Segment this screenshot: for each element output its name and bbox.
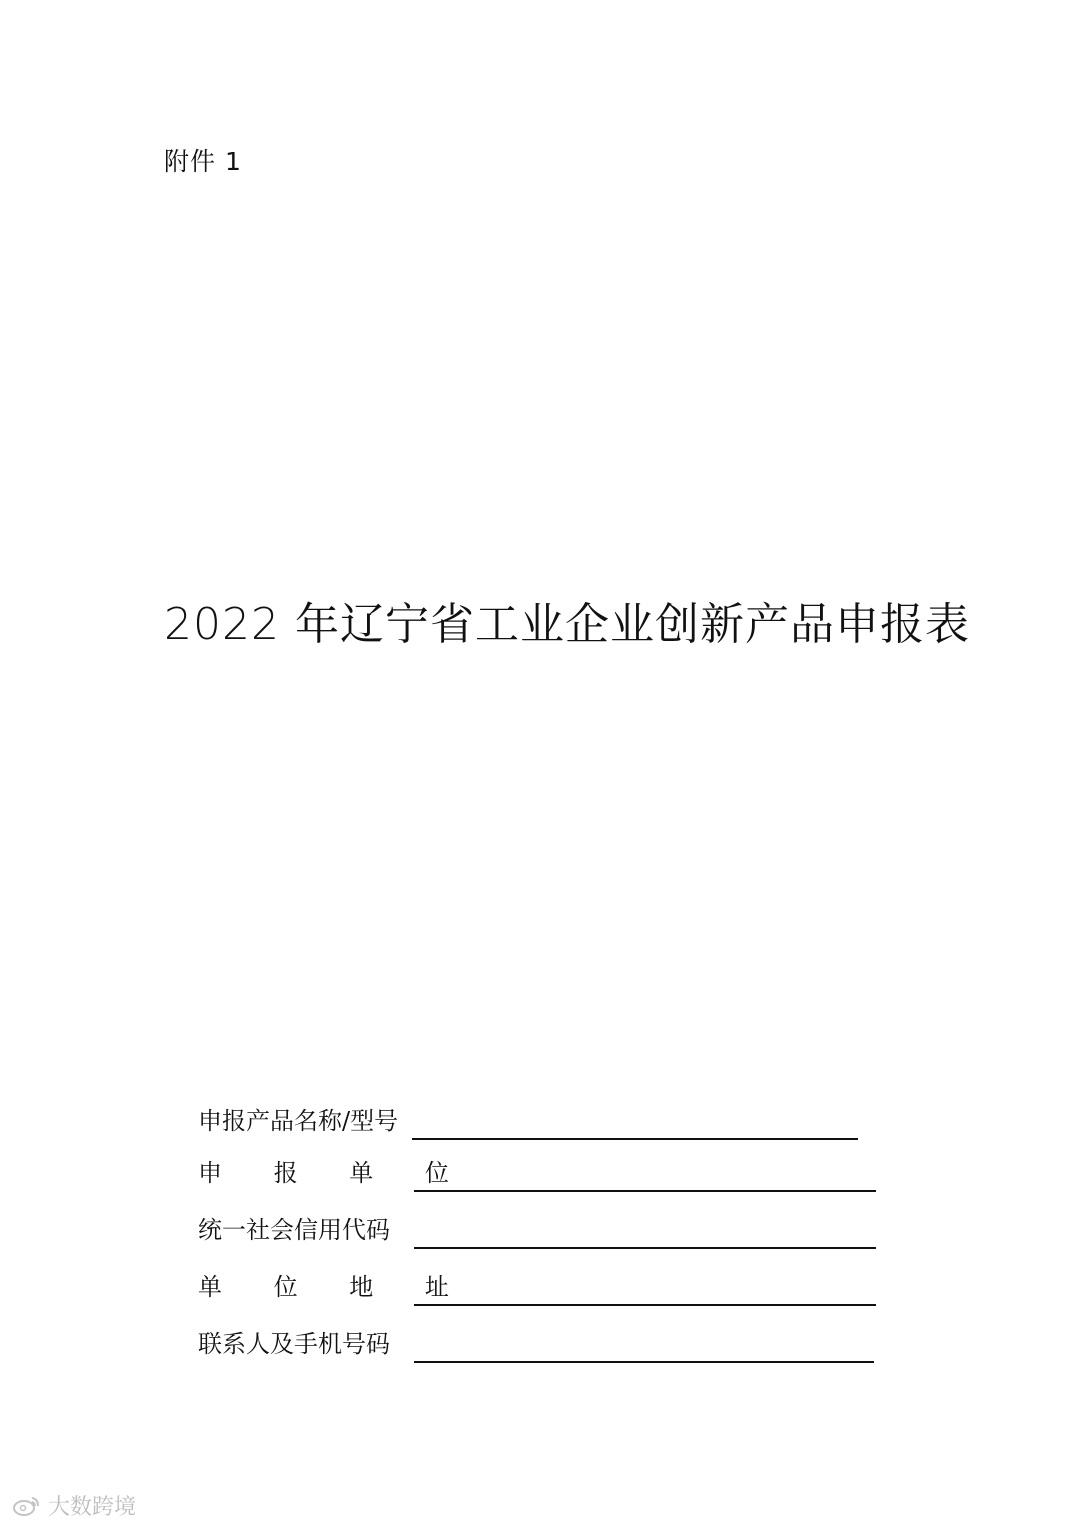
attachment-label: 附件 1 bbox=[164, 147, 242, 176]
product-name-field[interactable] bbox=[412, 1138, 858, 1140]
contact-label: 联系人及手机号码 bbox=[198, 1330, 390, 1358]
credit-code-field[interactable] bbox=[414, 1247, 876, 1249]
contact-field[interactable] bbox=[414, 1361, 874, 1363]
product-name-label: 申报产品名称/型号 bbox=[198, 1107, 399, 1135]
watermark bbox=[12, 1490, 136, 1521]
form-row-applicant-unit bbox=[198, 1152, 898, 1192]
unit-address-label: 单 位 地 址 bbox=[198, 1273, 471, 1301]
form-row-credit-code bbox=[198, 1209, 898, 1249]
unit-address-field[interactable] bbox=[414, 1304, 876, 1306]
document-title: 2022 年辽宁省工业企业创新产品申报表 bbox=[164, 599, 970, 650]
form-row-product-name bbox=[198, 1100, 898, 1140]
form-row-contact bbox=[198, 1323, 898, 1363]
weibo-logo-icon bbox=[12, 1494, 42, 1518]
watermark-text: 大数跨境 bbox=[48, 1495, 137, 1520]
applicant-unit-label: 申 报 单 位 bbox=[198, 1159, 471, 1187]
applicant-unit-field[interactable] bbox=[414, 1190, 876, 1192]
form-row-unit-address bbox=[198, 1266, 898, 1306]
credit-code-label: 统一社会信用代码 bbox=[198, 1216, 390, 1244]
